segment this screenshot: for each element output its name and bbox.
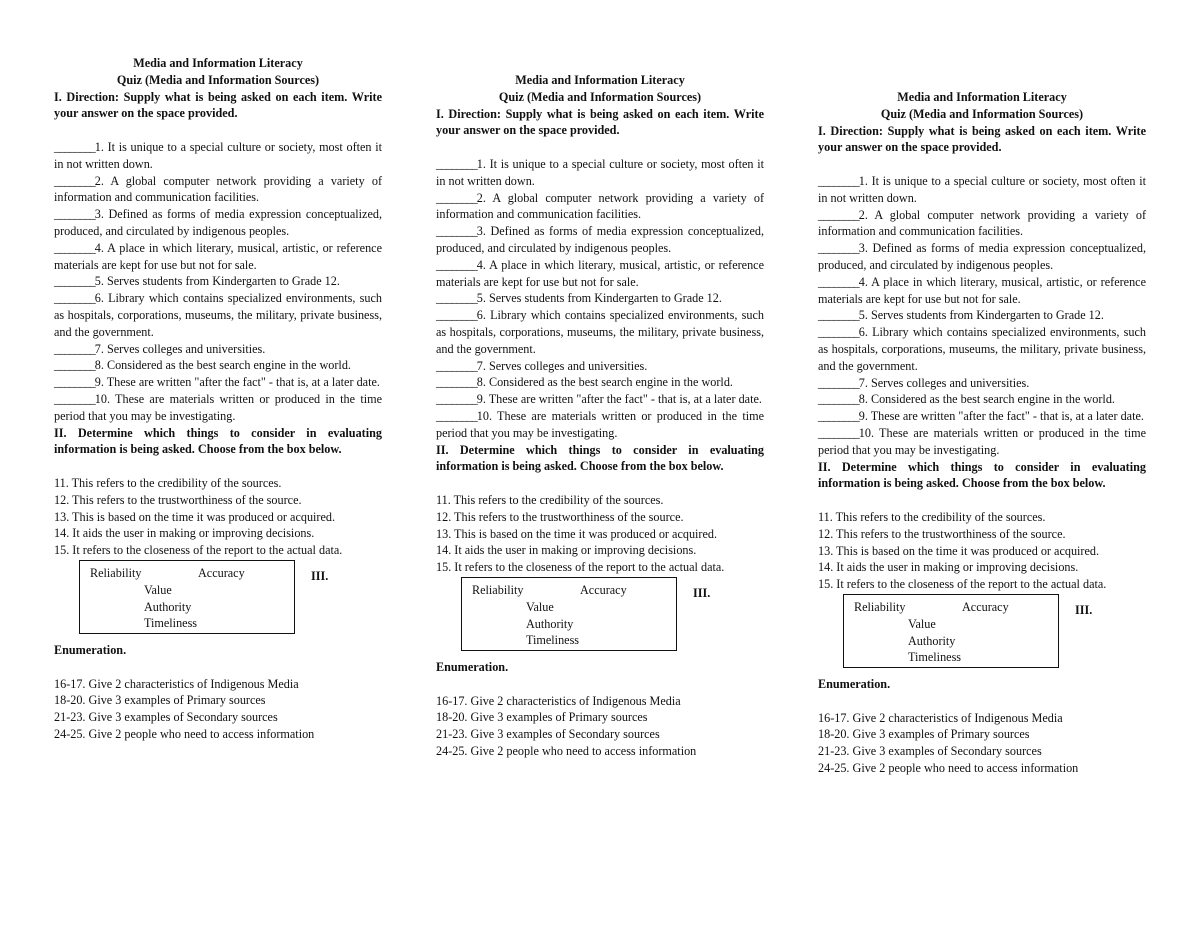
- answer-blank: ________: [54, 173, 95, 188]
- item-2: ________2. A global computer network providing a variety of information and communication facilities.: [54, 173, 382, 205]
- choice-reliability: Reliability: [90, 565, 142, 580]
- choices-row: [436, 577, 764, 659]
- choice-reliability: Reliability: [854, 599, 906, 614]
- direction-2: II. Determine which things to consider in evaluating information is being asked. Choose from the box below.: [436, 442, 764, 474]
- item-7: ________7. Serves colleges and universities.: [818, 375, 1030, 390]
- item-10: ________10. These are materials written or produced in the time period that you may be investigating.: [818, 425, 1146, 457]
- item-18-20: 18-20. Give 3 examples of Primary sources: [436, 710, 648, 725]
- item-13: 13. This is based on the time it was produced or acquired.: [436, 526, 718, 541]
- answer-blank: ________: [54, 375, 95, 390]
- item-13: 13. This is based on the time it was produced or acquired.: [54, 509, 336, 524]
- choice-timeliness: Timeliness: [526, 633, 580, 648]
- item-5: ________5. Serves students from Kindergarten to Grade 12.: [54, 274, 340, 289]
- item-24-25: 24-25. Give 2 people who need to access information: [436, 743, 697, 758]
- answer-blank: ________: [436, 358, 477, 373]
- section-3-number: III.: [1075, 602, 1093, 617]
- choice-value: Value: [526, 599, 554, 614]
- item-15: 15. It refers to the closeness of the report to the actual data.: [818, 577, 1107, 592]
- choice-timeliness: Timeliness: [144, 616, 198, 631]
- quiz-subtitle: Quiz (Media and Information Sources): [880, 106, 1084, 121]
- answer-blank: ________: [436, 392, 477, 407]
- item-16-17: 16-17. Give 2 characteristics of Indigenous Media: [54, 676, 299, 691]
- choices-box: [843, 594, 1059, 668]
- answer-blank: ________: [818, 392, 859, 407]
- choices-row: [54, 560, 382, 642]
- item-11: 11. This refers to the credibility of the sources.: [818, 509, 1046, 524]
- section-3-number: III.: [693, 585, 711, 600]
- item-6: ________6. Library which contains specialized environments, such as hospitals, corporations, museums, the military, private business, and the government.: [54, 291, 382, 339]
- answer-blank: ________: [818, 375, 859, 390]
- answer-blank: ________: [818, 308, 859, 323]
- item-5: ________5. Serves students from Kindergarten to Grade 12.: [436, 291, 722, 306]
- choice-value: Value: [908, 616, 936, 631]
- quiz-title: Media and Information Literacy: [133, 56, 303, 70]
- item-18-20: 18-20. Give 3 examples of Primary sources: [54, 693, 266, 708]
- answer-blank: ________: [54, 207, 95, 222]
- item-3: ________3. Defined as forms of media expression conceptualized, produced, and circulated by indigenous peoples.: [54, 207, 382, 238]
- choice-accuracy: Accuracy: [198, 565, 245, 580]
- item-14: 14. It aids the user in making or improving decisions.: [54, 526, 315, 541]
- answer-blank: ________: [54, 341, 95, 356]
- section-3-title: Enumeration.: [818, 676, 891, 691]
- item-11: 11. This refers to the credibility of the sources.: [54, 475, 282, 490]
- direction-1: I. Direction: Supply what is being asked on each item. Write your answer on the space provided.: [436, 106, 764, 138]
- section-3-number: III.: [311, 568, 329, 583]
- direction-2: II. Determine which things to consider in evaluating information is being asked. Choose from the box below.: [818, 459, 1146, 491]
- answer-blank: ________: [54, 358, 95, 373]
- item-7: ________7. Serves colleges and universities.: [54, 341, 266, 356]
- item-21-23: 21-23. Give 3 examples of Secondary sources: [54, 710, 278, 725]
- choices-box: [461, 577, 677, 651]
- item-7: ________7. Serves colleges and universities.: [436, 358, 648, 373]
- item-9: ________9. These are written "after the fact" - that is, at a later date.: [818, 409, 1144, 424]
- answer-blank: ________: [818, 241, 859, 256]
- item-1: ________1. It is unique to a special culture or society, most often it in not written down.: [54, 139, 382, 171]
- item-4: ________4. A place in which literary, musical, artistic, or reference materials are kept for use but not for sale.: [436, 257, 764, 289]
- choice-accuracy: Accuracy: [580, 582, 627, 597]
- section-3-title: Enumeration.: [436, 659, 509, 674]
- answer-blank: ________: [436, 190, 477, 205]
- quiz-title: Media and Information Literacy: [897, 90, 1067, 104]
- answer-blank: ________: [818, 409, 859, 424]
- answer-blank: ________: [818, 274, 859, 289]
- answer-blank: ________: [818, 425, 859, 440]
- answer-blank: ________: [54, 274, 95, 289]
- answer-blank: ________: [436, 156, 477, 171]
- item-2: ________2. A global computer network providing a variety of information and communication facilities.: [818, 207, 1146, 239]
- quiz-column-1: [54, 55, 382, 743]
- item-24-25: 24-25. Give 2 people who need to access information: [54, 726, 315, 741]
- quiz-column-3: [818, 89, 1146, 777]
- item-12: 12. This refers to the trustworthiness of the source.: [436, 509, 684, 524]
- item-9: ________9. These are written "after the fact" - that is, at a later date.: [436, 392, 762, 407]
- answer-blank: ________: [436, 308, 477, 323]
- item-4: ________4. A place in which literary, musical, artistic, or reference materials are kept for use but not for sale.: [54, 240, 382, 272]
- answer-blank: ________: [54, 240, 95, 255]
- section-3-title: Enumeration.: [54, 642, 127, 657]
- item-12: 12. This refers to the trustworthiness of the source.: [818, 526, 1066, 541]
- answer-blank: ________: [818, 173, 859, 188]
- item-8: ________8. Considered as the best search engine in the world.: [54, 358, 351, 373]
- answer-blank: ________: [436, 257, 477, 272]
- answer-blank: ________: [54, 291, 95, 306]
- choice-reliability: Reliability: [472, 582, 524, 597]
- item-1: ________1. It is unique to a special culture or society, most often it in not written down.: [436, 156, 764, 188]
- answer-blank: ________: [436, 291, 477, 306]
- quiz-subtitle: Quiz (Media and Information Sources): [116, 72, 320, 87]
- answer-blank: ________: [436, 375, 477, 390]
- direction-1: I. Direction: Supply what is being asked on each item. Write your answer on the space provided.: [818, 123, 1146, 155]
- item-4: ________4. A place in which literary, musical, artistic, or reference materials are kept for use but not for sale.: [818, 274, 1146, 306]
- item-9: ________9. These are written "after the fact" - that is, at a later date.: [54, 375, 380, 390]
- answer-blank: ________: [436, 408, 477, 423]
- choices-box: [79, 560, 295, 634]
- item-6: ________6. Library which contains specialized environments, such as hospitals, corporations, museums, the military, private business, and the government.: [818, 325, 1146, 373]
- quiz-subtitle: Quiz (Media and Information Sources): [498, 89, 702, 104]
- item-18-20: 18-20. Give 3 examples of Primary sources: [818, 727, 1030, 742]
- item-15: 15. It refers to the closeness of the report to the actual data.: [54, 543, 343, 558]
- item-21-23: 21-23. Give 3 examples of Secondary sources: [818, 744, 1042, 759]
- item-21-23: 21-23. Give 3 examples of Secondary sources: [436, 727, 660, 742]
- choice-authority: Authority: [144, 599, 192, 614]
- item-6: ________6. Library which contains specialized environments, such as hospitals, corporations, museums, the military, private business, and the government.: [436, 308, 764, 356]
- choice-accuracy: Accuracy: [962, 599, 1009, 614]
- item-16-17: 16-17. Give 2 characteristics of Indigenous Media: [436, 693, 681, 708]
- item-10: ________10. These are materials written or produced in the time period that you may be investigating.: [436, 408, 764, 440]
- choice-timeliness: Timeliness: [908, 650, 962, 665]
- answer-blank: ________: [54, 139, 95, 154]
- item-12: 12. This refers to the trustworthiness of the source.: [54, 492, 302, 507]
- item-8: ________8. Considered as the best search engine in the world.: [436, 375, 733, 390]
- item-11: 11. This refers to the credibility of the sources.: [436, 492, 664, 507]
- choice-value: Value: [144, 582, 172, 597]
- choices-row: [818, 594, 1146, 676]
- item-1: ________1. It is unique to a special culture or society, most often it in not written down.: [818, 173, 1146, 205]
- item-10: ________10. These are materials written or produced in the time period that you may be investigating.: [54, 391, 382, 423]
- answer-blank: ________: [54, 391, 95, 406]
- direction-1: I. Direction: Supply what is being asked on each item. Write your answer on the space provided.: [54, 89, 382, 121]
- choice-authority: Authority: [908, 633, 956, 648]
- item-2: ________2. A global computer network providing a variety of information and communication facilities.: [436, 190, 764, 222]
- item-5: ________5. Serves students from Kindergarten to Grade 12.: [818, 308, 1104, 323]
- item-24-25: 24-25. Give 2 people who need to access information: [818, 760, 1079, 775]
- item-14: 14. It aids the user in making or improving decisions.: [436, 543, 697, 558]
- quiz-title: Media and Information Literacy: [515, 73, 685, 87]
- answer-blank: ________: [436, 224, 477, 239]
- answer-blank: ________: [818, 325, 859, 340]
- item-3: ________3. Defined as forms of media expression conceptualized, produced, and circulated by indigenous peoples.: [818, 241, 1146, 272]
- item-16-17: 16-17. Give 2 characteristics of Indigenous Media: [818, 710, 1063, 725]
- direction-2: II. Determine which things to consider in evaluating information is being asked. Choose from the box below.: [54, 425, 382, 457]
- item-8: ________8. Considered as the best search engine in the world.: [818, 392, 1115, 407]
- item-14: 14. It aids the user in making or improving decisions.: [818, 560, 1079, 575]
- item-15: 15. It refers to the closeness of the report to the actual data.: [436, 560, 725, 575]
- answer-blank: ________: [818, 207, 859, 222]
- quiz-column-2: [436, 72, 764, 760]
- choice-authority: Authority: [526, 616, 574, 631]
- item-3: ________3. Defined as forms of media expression conceptualized, produced, and circulated by indigenous peoples.: [436, 224, 764, 255]
- item-13: 13. This is based on the time it was produced or acquired.: [818, 543, 1100, 558]
